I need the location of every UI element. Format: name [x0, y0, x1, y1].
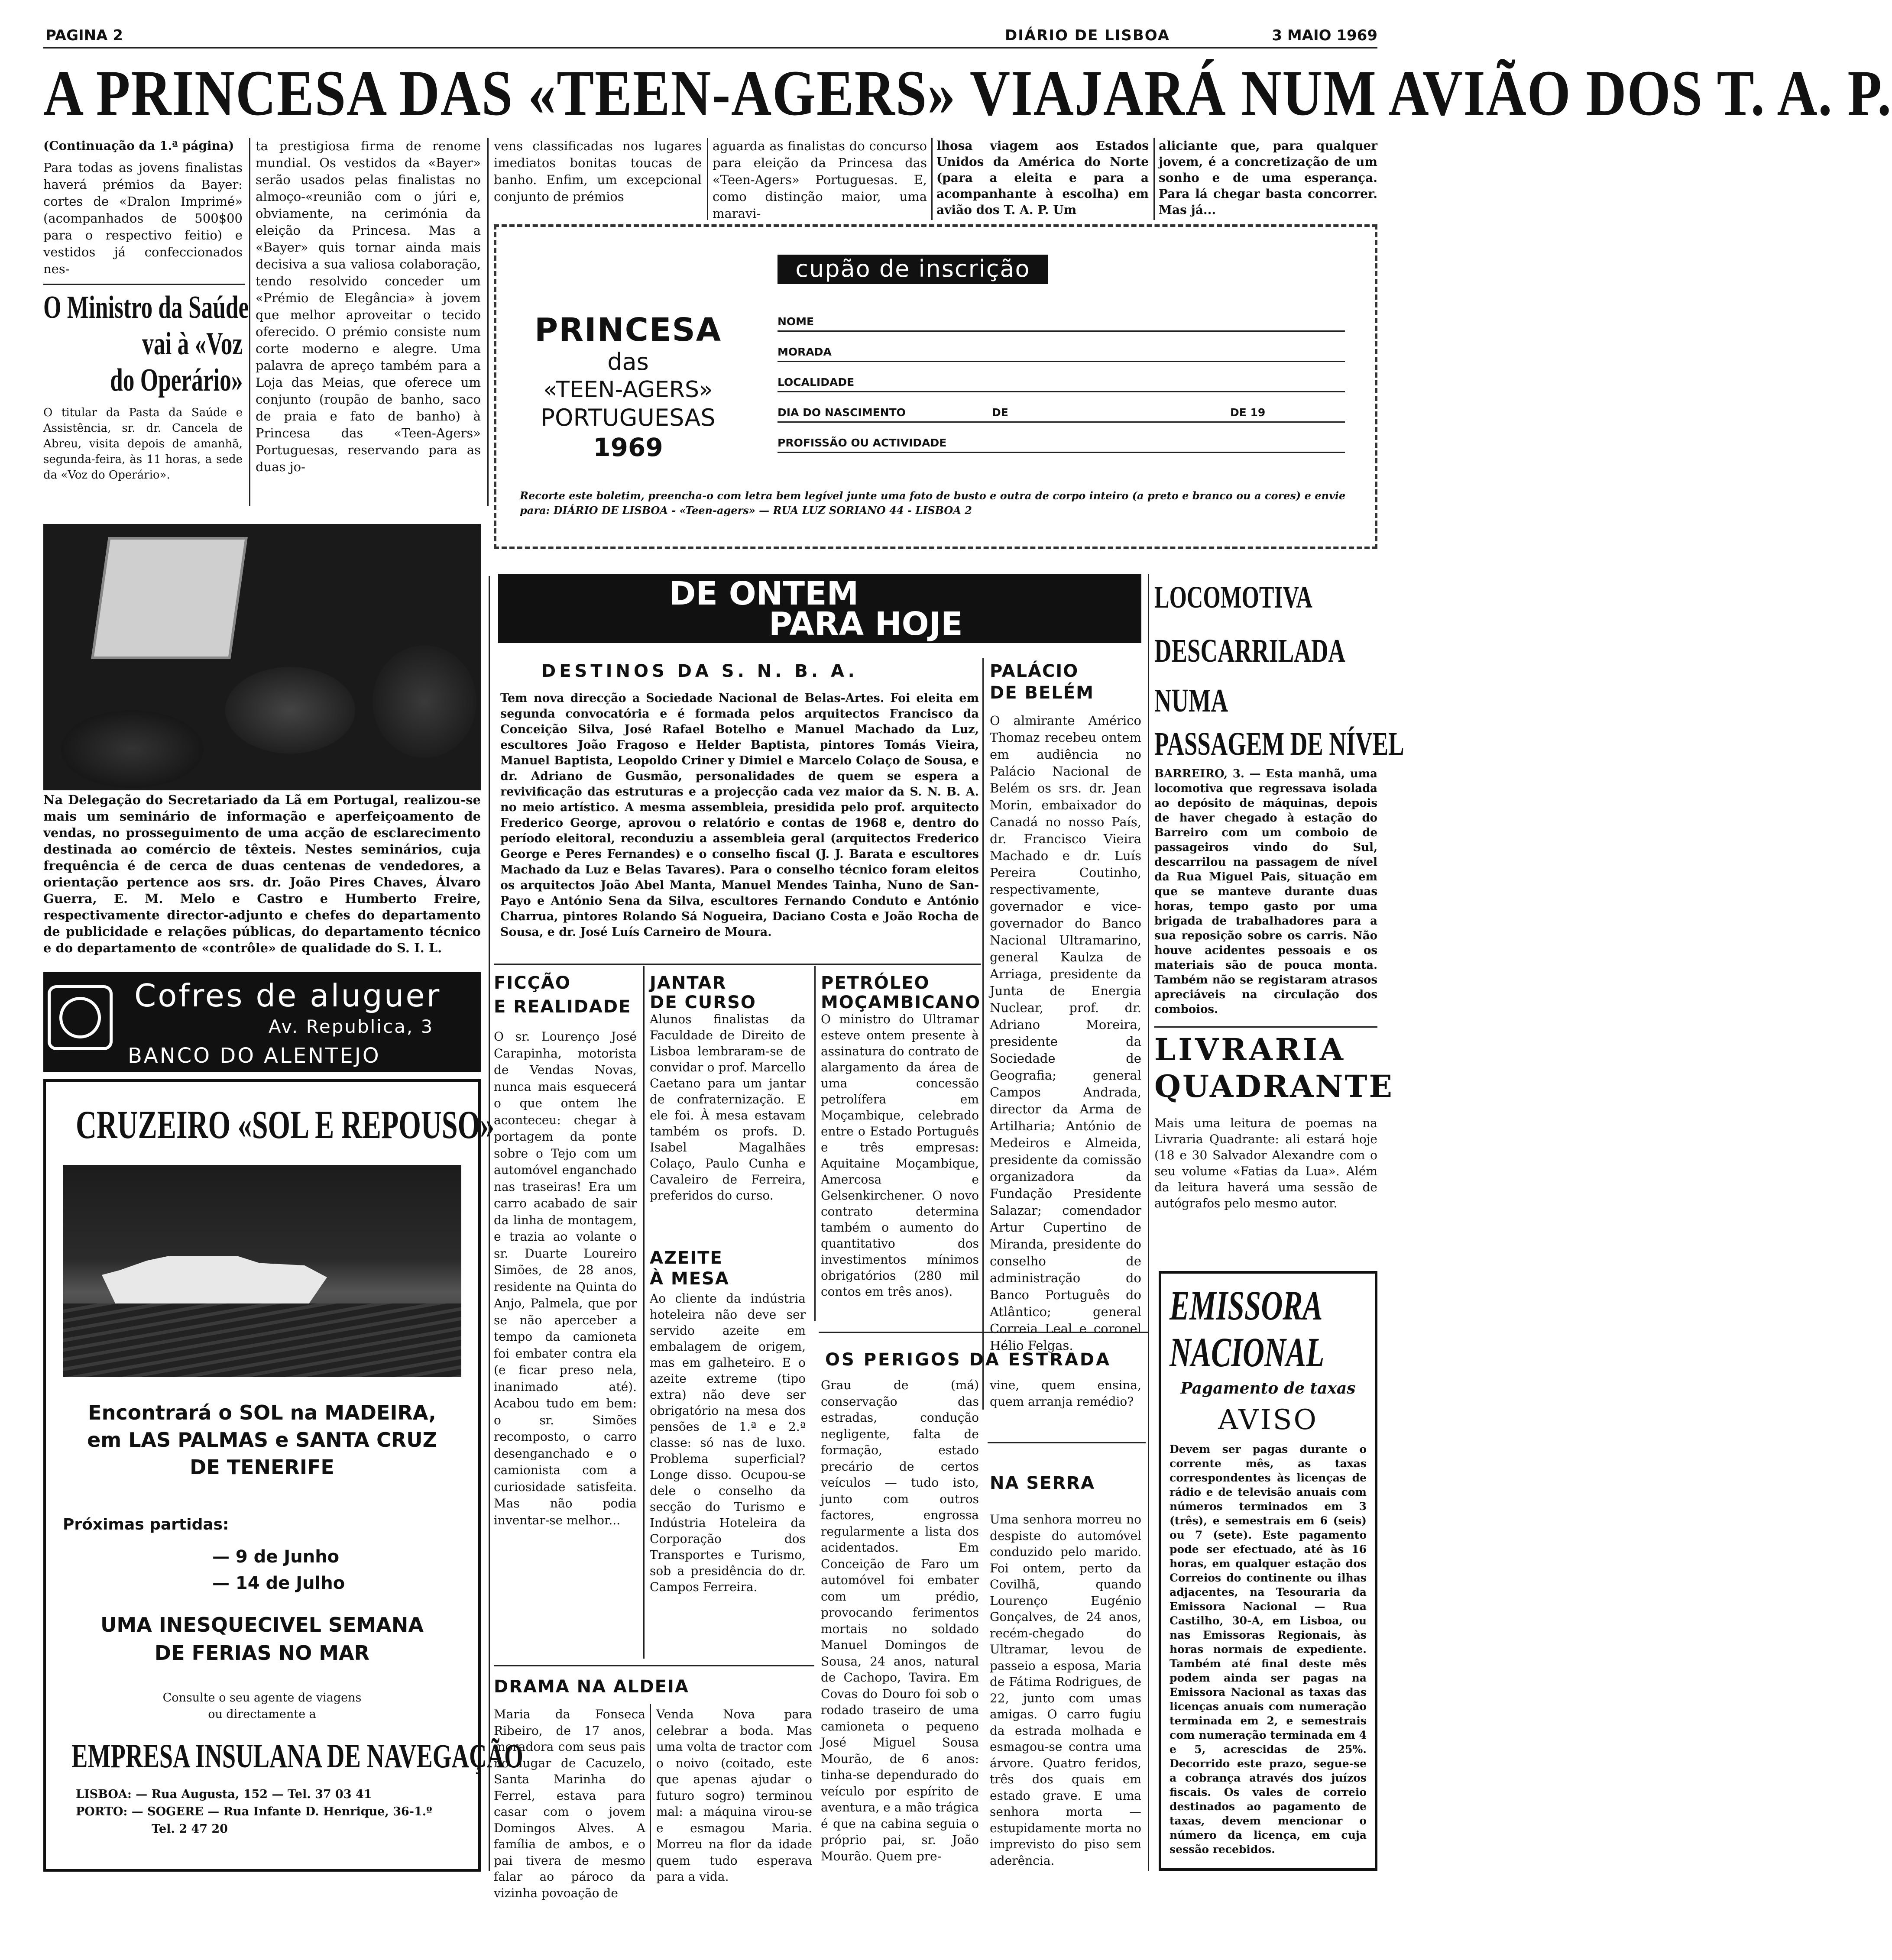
- audience-shape: [61, 710, 204, 788]
- cruise-company: EMPRESA INSULANA DE NAVEGAÇÃO: [71, 1737, 523, 1775]
- cruise-slogan1: UMA INESQUECIVEL SEMANA: [100, 1613, 424, 1637]
- section-banner-l2: PARA HOJE: [769, 605, 963, 643]
- ministro-title-l3-wrap: [43, 362, 243, 397]
- section-rule: [494, 1665, 814, 1666]
- emissora-subtitle: Pagamento de taxas: [1180, 1379, 1356, 1397]
- cruise-slogan2: DE FERIAS NO MAR: [154, 1641, 370, 1665]
- cruise-lisboa-contact: LISBOA: — Rua Augusta, 152 — Tel. 37 03 41: [76, 1788, 372, 1801]
- petroleo-title-l2: MOÇAMBICANO: [821, 993, 981, 1012]
- audience-shape: [225, 667, 355, 754]
- field-nascimento[interactable]: [778, 421, 1345, 423]
- locomotiva-body: BARREIRO, 3. — Esta manhã, uma locomotiva que regressava isolada ao depósito de máquinas, depois de haver chegado à estação do Barreiro com um comboio de passageiros vindo do Sul, descarrilou na passagem de nível da Rua Miguel Pais, situação em que se manteve durante duas horas, tempo gasto por uma brigada de trabalhadores para a sua reposição sobre os carris. Não houve acidentes pessoais e os materiais são de pouca monta. Também não se registaram atrasos apreciáveis na circulação dos comboios.: [1154, 767, 1377, 1016]
- drama-col1: Maria da Fonseca Ribeiro, de 17 anos, moradora com seus pais no lugar de Cacuzelo, Santa Marinha do Ferrel, estava para casar com o jovem Domingos Alves. A família de ambos, e o pai tivera de mesmo falar ao pároco da vizinha povoação de: [494, 1707, 645, 1900]
- logo-portuguesas: PORTUGUESAS: [541, 404, 716, 431]
- bank-ad-name: BANCO DO ALENTEJO: [128, 1044, 381, 1068]
- drama-title: DRAMA NA ALDEIA: [494, 1677, 689, 1697]
- ship-photo: [63, 1165, 461, 1377]
- emissora-title-l1: EMISSORA: [1170, 1282, 1323, 1329]
- issue-date: 3 MAIO 1969: [1272, 27, 1377, 44]
- section-rule: [1154, 1026, 1377, 1028]
- column-rule: [982, 658, 984, 1410]
- column-rule: [707, 138, 708, 220]
- emissora-body: Devem ser pagas durante o corrente mês, as taxas correspondentes às licenças de rádio e de televisão anuais com números terminados em 3 (três), e semestrais em 6 (seis) ou 7 (sete). Este pagamento pode ser efectuado, até às 16 horas, em qualquer estação dos Correios do continente ou ilhas adjacentes, na Tesouraria da Emissora Nacional — Rua Castilho, 30-A, em Lisboa, ou nas Emissoras Regionais, às horas normais de expediente. Também até final deste mês podem ainda ser pagas na Emissora Nacional as taxas das licenças anuais com numeração terminada em 2, e semestrais com numeração terminada em 4 e 5, acrescidas de 25%. Decorrido este prazo, segue-se a cobrança através dos juízos fiscais. Os vales de correio destinados ao pagamento de taxas, devem mencionar o número da licença, em cuja sessão recebidos.: [1170, 1443, 1367, 1856]
- field-localidade[interactable]: [778, 391, 1345, 392]
- section-banner: [498, 574, 1141, 643]
- lead-article-col6: aliciante que, para qualquer jovem, é a concretização de um sonho e de uma esperança. Para lá chegar basta concorrer. Mas já...: [1159, 139, 1377, 217]
- ship-shape: [102, 1256, 327, 1303]
- cruise-date2: — 14 de Julho: [212, 1573, 345, 1593]
- newspaper-name: DIÁRIO DE LISBOA: [1005, 27, 1170, 44]
- bank-ad: [43, 972, 481, 1072]
- jantar-body: Alunos finalistas da Faculdade de Direito de Lisboa lembraram-se de convidar o prof. Marcello Caetano para um jantar de confraternização. E ele foi. À mesa estavam também os profs. D. Isabel Magalhães Colaço, Paulo Cunha e Cavaleiro de Ferreira, preferidos do curso.: [650, 1012, 806, 1203]
- logo-teen-agers: «TEEN-AGERS»: [543, 377, 713, 403]
- photo-caption: Na Delegação do Secretariado da Lã em Portugal, realizou-se mais um seminário de informação e aperfeiçoamento de vendas, no prosseguimento de uma acção de esclarecimento destinada ao comércio de têxteis. Nestes seminários, cuja frequência é de cerca de duas centenas de vendedores, a orientação pertence aos srs. dr. João Pires Chaves, Álvaro Guerra, E. M. Melo e Castro e Humberto Freire, respectivamente director-adjunto e chefes do departamento de publicidade e relações públicas, do departamento técnico e do departamento de «contrôle» de qualidade do S. I. L.: [43, 792, 481, 955]
- lead-article-col2: ta prestigiosa firma de renome mundial. Os vestidos da «Bayer» serão usados pelas finalistas no almoço-«reunião com o júri e, obviamente, na cerimónia da eleição da Princesa. Mas a «Bayer» quis tornar ainda mais decisiva a sua valiosa colaboração, tendo resolvido conceder um «Prémio de Elegância» à jovem que melhor aproveitar o tecido oferecido. O prémio consiste num corte moderno e alegre. Uma palavra de apreço também para a Loja das Meias, que oferece um conjunto (roupão de banho, saco de praia e fato de banho) à Princesa das «Teen-Agers» Portuguesas, reservando para as duas jo-: [256, 139, 481, 474]
- azeite-title-l2: À MESA: [650, 1269, 729, 1289]
- ministro-title-l2-wrap: [43, 326, 243, 360]
- livraria-body: Mais uma leitura de poemas na Livraria Quadrante: ali estará hoje (18 e 30 Salvador Alexandre com o seu volume «Fatias da Lua». Além da leitura haverá uma sessão de autógrafos pelo mesmo autor.: [1154, 1116, 1377, 1210]
- cruise-porto-tel: Tel. 2 47 20: [152, 1822, 228, 1836]
- livraria-title-l2: QUADRANTE: [1154, 1068, 1394, 1104]
- field-label-localidade: LOCALIDADE: [778, 376, 855, 388]
- cruise-title: CRUZEIRO «SOL E REPOUSO»: [76, 1103, 495, 1147]
- bank-logo-icon: [48, 985, 113, 1050]
- column-rule: [643, 966, 645, 1659]
- field-label-de19: DE 19: [1230, 406, 1266, 419]
- perigos-col2: vine, quem ensina, quem arranja remédio?: [990, 1378, 1141, 1409]
- audience-shape: [373, 645, 476, 758]
- locomotiva-title-l1: LOCOMOTIVA: [1154, 580, 1312, 615]
- section-rule: [43, 284, 245, 285]
- column-rule: [814, 966, 816, 1321]
- cruise-date1: — 9 de Junho: [212, 1547, 340, 1567]
- column-rule: [1148, 574, 1149, 1871]
- destinos-body: Tem nova direcção a Sociedade Nacional de Belas-Artes. Foi eleita em segunda convocatória e é formada pelos arquitectos Francisco da Conceição Silva, José Rafael Botelho e Manuel Machado da Luz, escultores João Fragoso e Helder Baptista, pintores Tomás Vieira, Manuel Baptista, Leopoldo Criner y Dimiel e Marcelo Colaço de Sousa, e dr. Adriano de Gusmão, personalidades de quem se espera a revivificação das estruturas e a projecção cada vez maior da S. N. B. A. no meio artístico. A mesma assembleia, presidida pelo prof. arquitecto Frederico George, aprovou o relatório e contas de 1968 e, dentro do período eleitoral, reconduziu a assembleia geral (arquitectos Frederico George e Peres Fernandes) e o conselho fiscal (J. J. Barata e escultores Machado da Luz e Belas Tavares). Para o conselho técnico foram eleitos os arquitectos João Abel Manta, Manuel Mendes Tainha, Nuno de San-Payo e António Sena da Silva, escultores Fernando Conduto e António Charrua, pintores Rolando Sá Nogueira, Daciano Costa e João Rocha de Sousa, e dr. José Luís Carneiro de Moura.: [500, 692, 979, 939]
- ministro-body: O titular da Pasta da Saúde e Assistência, sr. dr. Cancela de Abreu, visita depois de amanhã, segunda-feira, às 11 horas, a sede da «Voz do Operário».: [43, 406, 243, 482]
- emissora-aviso: AVISO: [1218, 1404, 1318, 1436]
- logo-das: das: [607, 348, 649, 375]
- logo-princesa: PRINCESA: [534, 311, 722, 349]
- coupon-logo: [526, 312, 730, 498]
- column-rule: [1153, 138, 1155, 220]
- lead-article-col3: vens classificadas nos lugares imediatos bonitas toucas de banho. Enfim, um excepcional conjunto de prémios: [494, 139, 702, 204]
- field-label-profissao: PROFISSÃO OU ACTIVIDADE: [778, 437, 947, 449]
- column-rule: [489, 576, 490, 1871]
- cruise-consult1: Consulte o seu agente de viagens: [162, 1691, 362, 1704]
- section-banner-l1: DE ONTEM: [669, 575, 859, 612]
- perigos-col1: Grau de (má) conservação das estradas, condução negligente, falta de formação, estado precário de certos veículos — tudo isto, junto com outros factores, engrossa regularmente a lista dos acidentados. Em Conceição de Faro um automóvel foi embater com um prédio, provocando ferimentos mortais no soldado Manuel Domingos de Sousa, 24 anos, natural de Cachopo, Tavira. Em Covas do Douro foi sob o rodado traseiro de uma camioneta o pequeno José Miguel Sousa Mourão, de 6 anos: tinha-se dependurado do veículo por espírito de aventura, e a mão trágica é que na cabina seguia o próprio pai, sr. João Mourão. Quem pre-: [821, 1378, 979, 1863]
- palacio-title-l2: DE BELÉM: [990, 683, 1094, 703]
- azeite-body: Ao cliente da indústria hoteleira não deve ser servido azeite em embalagem de origem, mas em galheteiro. E o azeite extreme (tipo extra) não deve ser obrigatório na mesa dos pensões de 1.ª e 2.ª classe: só nas de luxo. Problema superficial? Longe disso. Ocupou-se dele o conselho da secção do Turismo e Indústria Hoteleira da Corporação dos Transportes e Turismo, sob a presidência do dr. Campos Ferreira.: [650, 1291, 806, 1594]
- projection-screen: [91, 537, 248, 659]
- field-label-morada: MORADA: [778, 346, 832, 358]
- serra-title: NA SERRA: [990, 1473, 1095, 1493]
- azeite-title-l1: AZEITE: [650, 1248, 723, 1268]
- locomotiva-title-l3: NUMA: [1154, 682, 1228, 719]
- serra-body: Uma senhora morreu no despiste do automóvel conduzido pelo marido. Foi ontem, perto da Covilhã, quando Lourenço Eugénio Gonçalves, de 24 anos, recém-chegado do Ultramar, levou de passeio a esposa, Maria de Fátima Rodrigues, de 22, junto com umas amigas. O carro fugiu da estrada molhada e esmagou-se contra uma árvore. Quatro feridos, três dos quais em estado grave. E uma senhora morta — estupidamente morta no imprevisto do piso sem aderência.: [990, 1512, 1141, 1868]
- locomotiva-title-l4: PASSAGEM DE NÍVEL: [1154, 726, 1404, 762]
- ministro-title-l1: O Ministro da Saúde: [43, 290, 249, 325]
- cruise-departures-label: Próximas partidas:: [63, 1516, 229, 1533]
- palacio-title-l1: PALÁCIO: [990, 661, 1079, 681]
- cruise-consult2: ou directamente a: [208, 1708, 316, 1721]
- palacio-body: O almirante Américo Thomaz recebeu ontem em audiência no Palácio Nacional de Belém os srs. dr. Jean Morin, embaixador do Canadá no nosso País, dr. Francisco Vieira Machado e dr. Luís Pereira Coutinho, respectivamente, governador e vice-governador do Banco Nacional Ultramarino, general Kaulza de Arriaga, presidente da Junta de Energia Nuclear, prof. dr. Adriano Moreira, presidente da Sociedade de Geografia; general Campos Andrada, director da Arma de Artilharia; António de Medeiros e Almeida, presidente da comissão organizadora da Fundação Presidente Salazar; comendador Artur Cupertino de Miranda, presidente do conselho de administração do Banco Português do Atlântico; general Correia Leal e coronel Hélio Felgas.: [990, 713, 1141, 1353]
- jantar-title-l2: DE CURSO: [650, 993, 756, 1012]
- column-rule: [249, 138, 250, 506]
- lead-article-col5: lhosa viagem aos Estados Unidos da América do Norte (para a eleita e para a acompanhante à escolha) em avião dos T. A. P. Um: [936, 139, 1149, 217]
- section-rule: [494, 964, 981, 965]
- bank-ad-address: Av. Republica, 3: [269, 1016, 434, 1037]
- section-rule: [988, 1442, 1146, 1443]
- coupon-instructions: Recorte este boletim, preencha-o com letra bem legível junte uma foto de busto e outra de corpo inteiro (a preto e branco ou a cores) e envie para: DIÁRIO DE LISBOA - «Teen-agers» — RUA LUZ SORIANO 44 - LISBOA 2: [520, 489, 1346, 517]
- field-label-de: DE: [992, 406, 1008, 419]
- field-profissao[interactable]: [778, 452, 1345, 453]
- locomotiva-title-l2: DESCARRILADA: [1154, 633, 1345, 669]
- header-rule: [43, 47, 1377, 49]
- column-rule: [487, 138, 489, 506]
- ficcao-title-l1: FICÇÃO: [494, 973, 571, 993]
- field-nome[interactable]: [778, 330, 1345, 332]
- drama-col2: Venda Nova para celebrar a boda. Mas uma volta de tractor com o noivo (coitado, este que apenas ajudar o futuro sogro) terminou mal: a máquina virou-se e esmagou Maria. Morreu na flor da idade quem tudo esperava para a vida.: [656, 1707, 812, 1884]
- lead-article-col4: aguarda as finalistas do concurso para eleição da Princesa das «Teen-Agers» Portuguesas. E, como distinção maior, uma maravi-: [713, 139, 927, 221]
- field-label-nome: NOME: [778, 315, 814, 328]
- sea-shape: [63, 1303, 461, 1377]
- ficcao-body: O sr. Lourenço José Carapinha, motorista de Vendas Novas, nunca mais esquecerá o que ontem lhe aconteceu: chegar à portagem da ponte sobre o Tejo com um automóvel enganchado nas traseiras! Era um carro acabado de sair da linha de montagem, e trazia ao volante o sr. Duarte Loureiro Simões, de 28 anos, residente na Quinta do Anjo, Palmela, que por se não aperceber a tempo da camioneta foi embater contra ela (e ficar preso nela, inanimado até). Acabou tudo em bem: o sr. Simões recomposto, o carro desenganchado e o camionista com a curiosidade satisfeita. Mas não podia inventar-se melhor...: [494, 1029, 637, 1527]
- livraria-title-l1: LIVRARIA: [1154, 1032, 1346, 1067]
- cruise-line3: DE TENERIFE: [190, 1455, 334, 1479]
- petroleo-title-l1: PETRÓLEO: [821, 973, 930, 993]
- ministro-title-l2: vai à «Voz: [142, 326, 243, 362]
- main-headline: A PRINCESA DAS «TEEN-AGERS» VIAJARÁ NUM AVIÃO DOS T. A. P.: [43, 57, 1892, 129]
- cruise-porto-contact: PORTO: — SOGERE — Rua Infante D. Henrique, 36-1.º: [76, 1805, 432, 1818]
- ficcao-title-l2: E REALIDADE: [494, 997, 632, 1017]
- column-rule: [650, 1704, 651, 1871]
- seminar-photo: [43, 524, 481, 790]
- field-label-nascimento: DIA DO NASCIMENTO: [778, 406, 906, 419]
- column-rule: [931, 138, 933, 220]
- page-number: PAGINA 2: [45, 27, 123, 44]
- emissora-title-l2: NACIONAL: [1170, 1329, 1325, 1375]
- cruise-line1: Encontrará o SOL na MADEIRA,: [88, 1401, 436, 1424]
- logo-year: 1969: [593, 433, 663, 462]
- destinos-title: DESTINOS DA S. N. B. A.: [541, 661, 858, 681]
- bank-ad-title: Cofres de aluguer: [134, 977, 441, 1014]
- continuation-note: (Continuação da 1.ª página): [43, 139, 234, 153]
- section-rule: [819, 1332, 1148, 1333]
- petroleo-body: O ministro do Ultramar esteve ontem presente à assinatura do contrato de alargamento da área de uma concessão petrolífera em Moçambique, celebrado entre o Estado Português e três empresas: Aquitaine Moçambique, Amercosa e Gelsenkirchener. O novo contrato determina também o aumento do quantitativo dos investimentos mínimos obrigatórios (280 mil contos em três anos).: [821, 1012, 979, 1299]
- ministro-title-l3: do Operário»: [110, 362, 243, 398]
- perigos-title: OS PERIGOS DA ESTRADA: [825, 1350, 1111, 1370]
- cruise-line2: em LAS PALMAS e SANTA CRUZ: [87, 1428, 437, 1452]
- field-morada[interactable]: [778, 361, 1345, 362]
- coupon-banner: cupão de inscrição: [778, 255, 1048, 284]
- jantar-title-l1: JANTAR: [650, 973, 727, 993]
- lead-article-col1: Para todas as jovens finalistas haverá prémios da Bayer: cortes de «Dralon Imprimé» (acompanhados de 500$00 para o respectivo feitio) e vestidos já confeccionados nes-: [43, 160, 243, 276]
